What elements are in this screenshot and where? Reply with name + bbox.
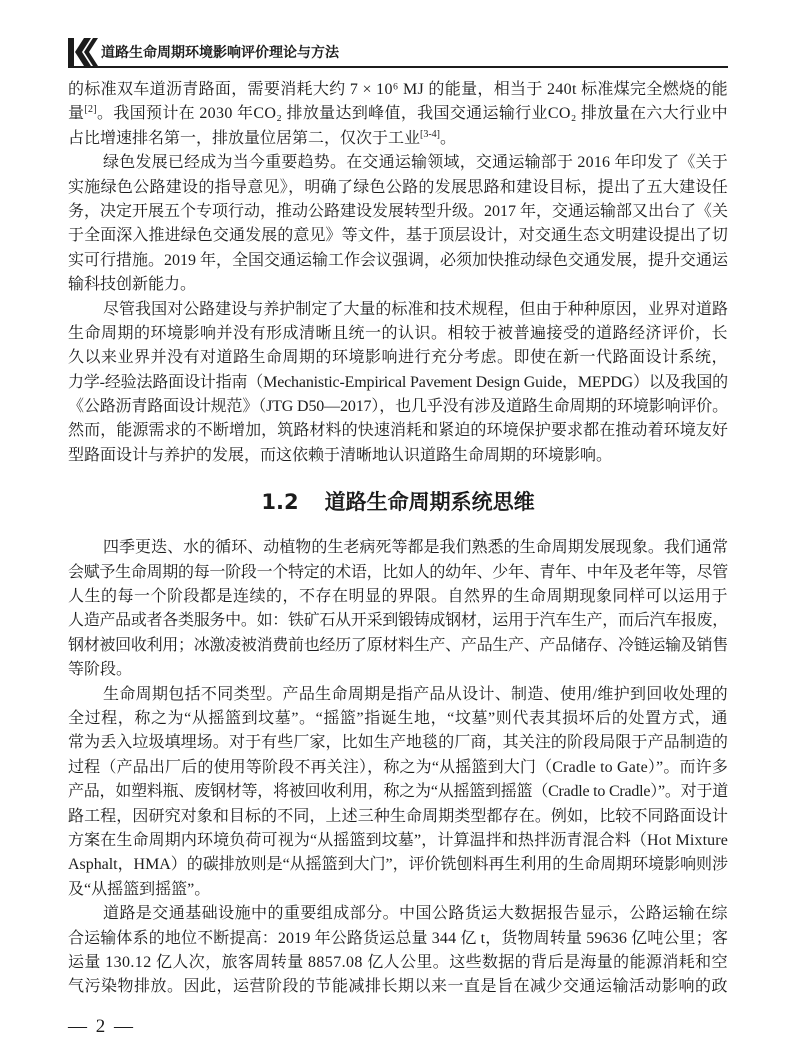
text-line-content: 等阶段。 <box>68 661 133 679</box>
section-number: 1.2 <box>261 490 299 515</box>
text-line-content: 方案在生命周期内环境负荷可视为“从摇篮到坟墓”，计算温拌和热拌沥青混合料（Hot Mixture <box>68 831 728 849</box>
body-text <box>68 78 728 1000</box>
header-rule <box>68 66 728 68</box>
text-line-content: 务，决定开展五个专项行动，推动公路建设发展转型升级。2017 年，交通运输部又出台了《关 <box>68 202 728 220</box>
text-line-content: 会赋予生命周期的每一阶段一个特定的术语，比如人的幼年、少年、青年、中年及老年等，尽管 <box>68 563 728 581</box>
text-line <box>68 561 728 585</box>
text-line-content: 实施绿色公路建设的指导意见》，明确了绿色公路的发展思路和建设目标，提出了五大建设任 <box>68 178 728 196</box>
text-line <box>68 273 728 297</box>
text-line <box>68 683 728 707</box>
text-line-content <box>68 130 456 147</box>
text-line-content: 尽管我国对公路建设与养护制定了大量的标准和技术规程，但由于种种原因，业界对道路 <box>103 300 728 318</box>
text-line-content: 实可行措施。2019 年，全国交通运输工作会议强调，必须加快推动绿色交通发展，提升交通运 <box>68 251 728 269</box>
text-line-content: 合运输体系的地位不断提高：2019 年公路货运总量 344 亿 t，货物周转量 59636 亿吨公里；客 <box>68 929 728 947</box>
text-line-content: 过程（产品出厂后的使用等阶段不再关注），称之为“从摇篮到大门（Cradle to Gate）”。而许多 <box>68 758 728 776</box>
text-line <box>68 707 728 731</box>
text-line <box>68 224 728 248</box>
text-line <box>68 585 728 609</box>
text-line-content: 及“从摇篮到摇篮”。 <box>68 880 211 898</box>
text-line <box>68 975 728 999</box>
text-line <box>68 927 728 951</box>
section-heading <box>68 468 728 536</box>
text-run: 量 <box>68 105 85 123</box>
text-line <box>68 298 728 322</box>
text-line-content: 然而，能源需求的不断增加，筑路材料的快速消耗和紧迫的环境保护要求都在推动着环境友好 <box>68 422 728 440</box>
text-line-content: 于全面深入推进绿色交通发展的意见》等文件，基于顶层设计，对交通生态文明建设提出了切 <box>68 227 728 245</box>
section-title: 道路生命周期系统思维 <box>324 490 535 515</box>
text-line <box>68 634 728 658</box>
text-line-content: 全过程，称之为“从摇篮到坟墓”。“摇篮”指诞生地，“坟墓”则代表其损坏后的处置方式，通 <box>68 709 728 727</box>
text-line-content: 路工程，因研究对象和目标的不同，上述三种生命周期类型都存在。例如，比较不同路面设计 <box>68 807 728 825</box>
paragraph <box>68 151 728 297</box>
text-line-content: 产品，如塑料瓶、废钢材等，将被回收利用，称之为“从摇篮到摇篮（Cradle to Cradle）”。对于道 <box>68 783 728 801</box>
text-line-content: 道路是交通基础设施中的重要组成部分。中国公路货运大数据报告显示，公路运输在综 <box>103 905 728 923</box>
mark-bar <box>68 38 74 66</box>
text-line <box>68 829 728 853</box>
text-line <box>68 419 728 443</box>
text-line <box>68 200 728 224</box>
text-run: 。 <box>440 129 457 147</box>
text-line <box>68 805 728 829</box>
text-line <box>68 176 728 200</box>
text-line-content: 型路面设计与养护的发展，而这依赖于清晰地认识道路生命周期的环境影响。 <box>68 446 613 464</box>
text-line <box>68 878 728 902</box>
running-title: 道路生命周期环境影响评价理论与方法 <box>101 45 339 61</box>
text-line <box>68 151 728 175</box>
text-line <box>68 444 728 468</box>
text-line <box>68 902 728 926</box>
text-line-content: 生命周期的环境影响并没有形成清晰且统一的认识。相较于被普遍接受的道路经济评价，长 <box>68 324 728 342</box>
text-line-content: 久以来业界并没有对道路生命周期的环境影响进行充分考虑。即使在新一代路面设计系统， <box>68 349 728 367</box>
text-line <box>68 346 728 370</box>
text-line-content: 《公路沥青路面设计规范》（JTG D50—2017），也几乎没有涉及道路生命周期的环境影响评价。 <box>68 398 728 416</box>
text-line <box>68 249 728 273</box>
text-line-content: 常为丢入垃圾填埋场。对于有些厂家，比如生产地毯的厂商，其关注的阶段局限于产品制造的 <box>68 734 728 752</box>
text-line <box>68 102 728 126</box>
text-line-content: 绿色发展已经成为当今重要趋势。在交通运输领域，交通运输部于 2016 年印发了《关于 <box>103 154 728 172</box>
text-line-content: 运量 130.12 亿人次，旅客周转量 8857.08 亿人公里。这些数据的背后是海量的能源消耗和空 <box>68 953 728 971</box>
text-line-content: 钢材被回收利用；冰激凌被消费前也经历了原材料生产、产品生产、产品储存、冷链运输及销售 <box>68 636 728 654</box>
text-line <box>68 731 728 755</box>
text-line <box>68 371 728 395</box>
text-line <box>68 756 728 780</box>
text-line-content: 人生的每一个阶段都是连续的，不存在明显的界限。自然界的生命周期现象同样可以运用于 <box>68 588 728 606</box>
text-line <box>68 609 728 633</box>
text-line <box>68 536 728 560</box>
citation-marker: [2] <box>84 104 98 116</box>
text-line-content: 人造产品或者各类服务中。如：铁矿石从开采到锻铸成钢材，运用于汽车生产，而后汽车报废， <box>68 612 728 630</box>
text-line-content: Asphalt，HMA）的碳排放则是“从摇篮到大门”，评价铣刨料再生利用的生命周期环境影响则涉 <box>68 856 728 874</box>
running-header <box>68 38 728 66</box>
text-line <box>68 853 728 877</box>
paragraph <box>68 683 728 903</box>
text-line-content: 生命周期包括不同类型。产品生命周期是指产品从设计、制造、使用/维护到回收处理的 <box>103 685 728 703</box>
text-line-content: 输科技创新能力。 <box>68 276 197 294</box>
text-line <box>68 951 728 975</box>
paragraph <box>68 902 728 1000</box>
text-line <box>68 395 728 419</box>
text-line-content: 力学-经验法路面设计指南（Mechanistic-Empirical Pavement Design Guide，MEPDG）以及我国的 <box>68 373 728 391</box>
page-number: — 2 — <box>68 1016 135 1037</box>
text-run: 占比增速排名第一，排放量位居第二，仅次于工业 <box>68 129 421 147</box>
paragraph <box>68 536 728 682</box>
text-line-content: 气污染物排放。因此，运营阶段的节能减排长期以来一直是旨在减少交通运输活动影响的政 <box>68 978 728 996</box>
text-line <box>68 780 728 804</box>
paragraph <box>68 78 728 151</box>
text-line <box>68 322 728 346</box>
text-line-content: 的标准双车道沥青路面，需要消耗大约 7 × 10⁶ MJ 的能量，相当于 240t 标准煤完全燃烧的能 <box>68 81 728 98</box>
double-chevron-mark-icon <box>68 38 98 66</box>
citation-marker: [3-4] <box>420 128 441 140</box>
text-line-content: 四季更迭、水的循环、动植物的生老病死等都是我们熟悉的生命周期发展现象。我们通常 <box>103 539 728 557</box>
paragraph <box>68 298 728 469</box>
text-line <box>68 127 728 151</box>
text-line <box>68 658 728 682</box>
text-line-content <box>68 105 728 122</box>
text-run: 。我国预计在 2030 年CO₂ 排放量达到峰值，我国交通运输行业CO₂ 排放量在六大行业中 <box>97 105 728 123</box>
text-line <box>68 78 728 102</box>
